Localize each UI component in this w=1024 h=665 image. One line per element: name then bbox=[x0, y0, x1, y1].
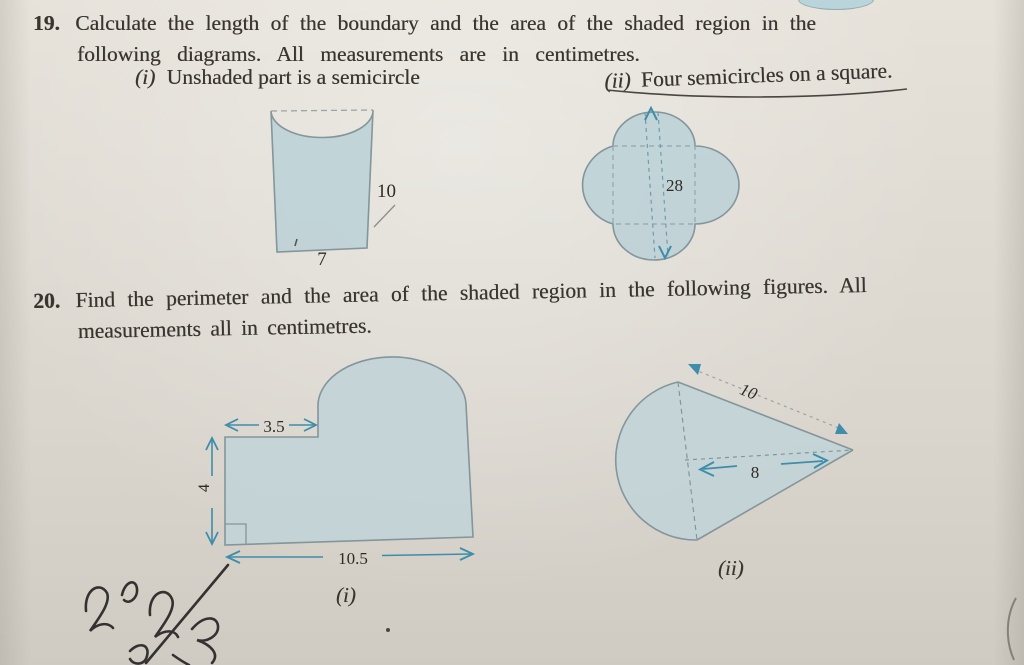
q19-part-i-label: (i) bbox=[135, 65, 156, 89]
question-20-number: 20. bbox=[33, 288, 61, 313]
leader-slash bbox=[374, 205, 395, 227]
question-20 bbox=[33, 270, 867, 348]
pen-slash bbox=[146, 565, 228, 663]
pen-stroke bbox=[130, 645, 148, 663]
handwritten-scribble bbox=[70, 553, 300, 665]
radius-label: 8 bbox=[750, 463, 760, 482]
clover-shape bbox=[583, 112, 739, 260]
question-19-line1: Calculate the length of the boundary and the area of the shaded region in the bbox=[75, 11, 816, 35]
clover-height-label: 28 bbox=[666, 176, 683, 195]
stray-dot bbox=[386, 628, 390, 632]
pen-stroke bbox=[86, 587, 113, 631]
q19-part-i-heading bbox=[135, 62, 420, 93]
top-width-label: 3.5 bbox=[263, 417, 285, 436]
bottom-width-label: 10.5 bbox=[338, 549, 368, 568]
diagram-19ii-four-semicircles-on-square bbox=[558, 95, 758, 275]
slant-length-label: 10 bbox=[737, 379, 761, 404]
question-19-number: 19. bbox=[33, 11, 60, 35]
q19-part-ii-text: Four semicircles on a square. bbox=[640, 58, 893, 92]
figure-20i-shape bbox=[195, 348, 495, 580]
figure-20i-caption: (i) bbox=[336, 583, 356, 607]
base-label: 7 bbox=[317, 249, 327, 270]
pen-stroke bbox=[122, 582, 137, 601]
figure-20ii-shape bbox=[585, 350, 885, 580]
question-20-line1: Find the perimeter and the area of the shaded region in the following figures. All bbox=[75, 272, 867, 313]
question-19 bbox=[33, 8, 816, 70]
arrowhead-downright-icon bbox=[835, 423, 848, 434]
pen-stroke bbox=[192, 618, 218, 663]
shaded-l-shape-with-dome bbox=[225, 357, 473, 545]
question-19-line2: following diagrams. All measurements are in centimetres. bbox=[77, 42, 640, 66]
pen-stroke bbox=[173, 655, 189, 665]
height-label: 10 bbox=[377, 181, 396, 202]
figure-20ii-caption: (ii) bbox=[718, 556, 744, 580]
question-20-line2: measurements all in centimetres. bbox=[77, 313, 372, 344]
shaded-rectangle-minus-semicircle bbox=[271, 110, 373, 252]
q19-part-ii-label: (ii) bbox=[603, 68, 632, 94]
dashed-top-edge bbox=[271, 110, 373, 111]
diagram-19i-rect-with-semicircle-notch bbox=[250, 98, 410, 278]
q19-part-i-text: Unshaded part is a semicircle bbox=[166, 65, 420, 89]
left-height-label: 4 bbox=[196, 484, 213, 492]
arrowhead-upleft-icon bbox=[688, 364, 701, 375]
page-curl-mark bbox=[1000, 596, 1022, 662]
